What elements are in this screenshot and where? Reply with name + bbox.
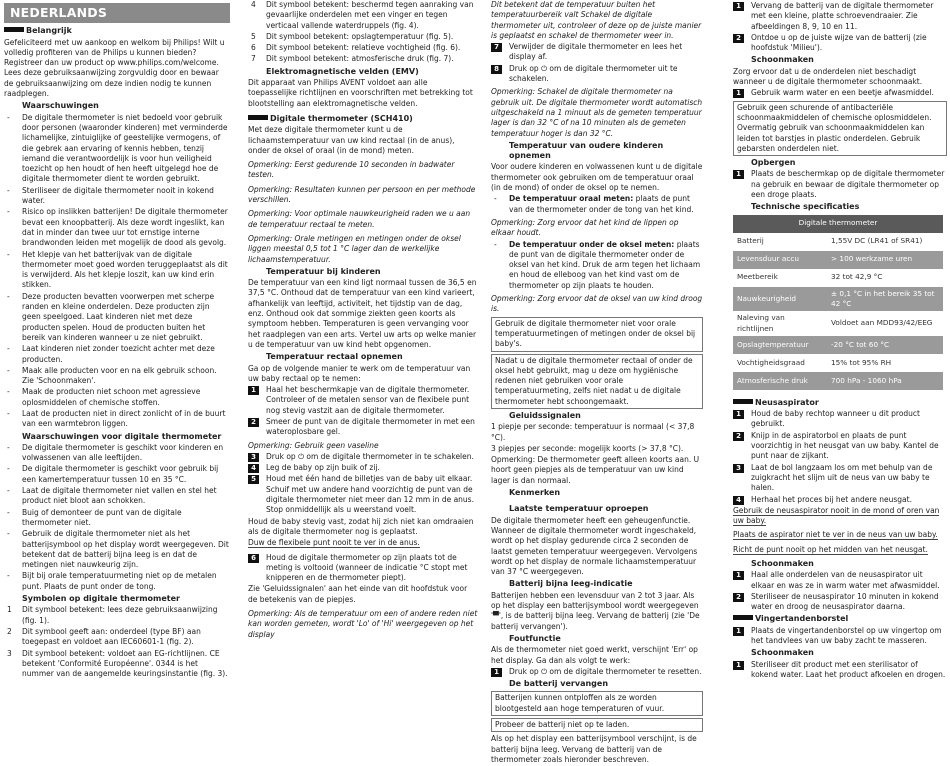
spec-key: Vochtigheidsgraad <box>733 354 827 372</box>
symbol-item: 4 Dit symbool betekent: beschermd tegen aanraking van gevaarlijke onderdelen met een vinger en tegen verticaal vallende waterdruppels (fig. 4). <box>251 0 474 30</box>
step-item: 2 Knijp in de aspiratorbol en plaats de punt voorzichtig in het neusgat van uw baby. Kantel de punt naar de zijkant. <box>733 431 947 462</box>
spec-key: Naleving van richtlijnen <box>733 311 827 336</box>
intro-text: Gefeliciteerd met uw aankoop en welkom bij Philips! Wilt u volledig profiteren van de Philips u kunnen bieden? Registreer dan uw product op www.philips.com/welcome. Lees deze gebruiksaanwijzing zorgvuldig door en bewaar de gebruiksaanwijzing om deze indien nodig te kunnen raadplegen. <box>4 37 225 99</box>
steps-vervangen <box>733 1 947 53</box>
note-uitschakelen: Opmerking: Schakel de digitale thermometer na gebruik uit. De digitale thermometer wordt automatisch uitgeschakeld na 1 minuut als de gemeten temperatuur lager is dan 32 °C of na 10 minuten als de gemeten temperatuur hoger is dan 32 °C. <box>491 87 703 138</box>
step-opbergen: 1 Plaats de beschermkap op de digitale thermometer na gebruik en bewaar de digitale thermometer op een droge plaats. <box>733 169 947 200</box>
heading-vervangen: De batterij vervangen <box>509 679 609 689</box>
list-item: - De digitale thermometer is geschikt voor gebruik bij een kamertemperatuur tussen 10 en 35 °C. <box>7 464 219 484</box>
note-resultaten: Opmerking: Resultaten kunnen per persoon en per methode verschillen. <box>248 184 476 205</box>
thermometer-intro: Met deze digitale thermometer kunt u de lichaamstemperatuur van uw kind rectaal (in de anus), onder de oksel of oraal (in de mond) meten. <box>248 125 455 155</box>
spec-key: Atmosferische druk <box>733 372 827 390</box>
thermometer-warnings-list <box>4 443 230 592</box>
list-item: - De digitale thermometer is geschikt voor kinderen en volwassenen van alle leeftijden. <box>7 442 224 463</box>
heading-bar <box>733 399 753 404</box>
list-item: - Deze producten bevatten voorwerpen met scherpe randen en kleine onderdelen. Deze producten zijn geen speelgoed. Laat kinderen niet met deze producten spelen. Houd de producten buiten het bereik van kinderen wanneer u ze niet gebruikt. <box>7 291 215 342</box>
spec-row <box>733 311 943 336</box>
neus-warning-3: Richt de punt nooit op het midden van het neusgat. <box>733 544 928 554</box>
symbol-item: 5 Dit symbool betekent: opslagtemperatuur (fig. 5). <box>251 31 454 41</box>
spec-table <box>733 215 943 390</box>
section-heading-neusaspirator: Neusaspirator <box>733 398 947 408</box>
spec-header: Digitale thermometer <box>733 215 943 233</box>
step-schoon3: 1 Steriliseer dit product met een sterilisator of kokend water. Laat het product afkoelen en drogen. <box>733 660 947 681</box>
spec-row <box>733 354 943 372</box>
step-item: 4 Herhaal het proces bij het andere neusgat. <box>733 495 947 505</box>
heading-geluid: Geluidssignalen <box>509 410 581 420</box>
warning-box-opladen: Probeer de batterij niet op te laden. <box>491 718 703 732</box>
heading-bar <box>248 115 268 120</box>
heading-kenmerken: Kenmerken <box>509 488 561 498</box>
spec-header-row <box>733 215 943 233</box>
step-item: 1 Haal alle onderdelen van de neusaspirator uit elkaar en was ze in warm water met afwasmiddel. <box>733 570 947 591</box>
section-heading-vingertandenborstel: Vingertandenborstel <box>733 614 947 624</box>
step-item: 5 Houd met één hand de billetjes van de baby uit elkaar. Schuif met uw andere hand voorzichtig de punt van de digitale thermometer niet meer dan 12 mm in de anus. Stop onmiddellijk als u weerstand voelt. <box>248 474 478 515</box>
step-item: 1 Haal het beschermkapje van de digitale thermometer. Controleer of de metalen sensor van de flexibele punt nog stevig vastzit aan de digitale thermometer. <box>248 385 478 416</box>
neus-steps <box>733 409 947 505</box>
note-oksel-droog: Opmerking: Zorg ervoor dat de oksel van uw kind droog is. <box>491 294 703 314</box>
step-item: 1 Vervang de batterij van de digitale thermometer met een kleine, platte schroevendraaier. Zie afbeeldingen 8, 9, 10 en 11. <box>733 1 947 32</box>
heading-temperatuur-kinderen: Temperatuur bij kinderen <box>266 266 381 276</box>
spec-key: Meetbereik <box>733 269 827 287</box>
section-heading-digital-thermometer: Digitale thermometer (SCH410) <box>248 114 478 124</box>
list-item: - Bijt bij orale temperatuurmeting niet op de metalen punt. Plaats de punt onder de tong. <box>7 571 217 591</box>
symbols-list <box>4 605 230 679</box>
spec-value: Voldoet aan MDD93/42/EEG <box>827 311 943 336</box>
warning-box-ontploffen: Batterijen kunnen ontploffen als ze worden blootgesteld aan hoge temperaturen of vuur. <box>491 691 703 716</box>
note-lo-hi: Opmerking: Als de temperatuur om een of andere reden niet kan worden gemeten, wordt 'Lo' of 'Hi' weergegeven op het display <box>248 609 478 639</box>
spec-key: Batterij <box>733 233 827 251</box>
note-vaseline: Opmerking: Gebruik geen vaseline <box>248 440 379 450</box>
heading-waarschuwingen: Waarschuwingen <box>22 101 99 111</box>
steps-b <box>248 452 478 516</box>
spec-value: ± 0,1 °C in het bereik 35 tot 42 °C <box>827 287 943 312</box>
spec-value: > 100 werkzame uren <box>827 251 943 269</box>
warning-box-hygiene: Nadat u de digitale thermometer rectaal of onder de oksel hebt gebruikt, mag u deze om hygiënische redenen niet gebruiken voor orale temperatuurmeting, zelfs niet nadat u de digitale thermometer hebt schoongemaakt. <box>491 354 703 409</box>
step-reset: 1 Druk op ⏻ om de digitale thermometer te resetten. <box>491 667 703 677</box>
spec-row <box>733 287 943 312</box>
fout-text: Als de thermometer niet goed werkt, verschijnt 'Err' op het display. Ga dan als volgt te werk: <box>491 645 698 665</box>
step-item: 1 Houd de baby rechtop wanneer u dit product gebruikt. <box>733 409 947 430</box>
spec-value: 15% tot 95% RH <box>827 354 943 372</box>
symbol-item: 2 Dit symbool geeft aan: onderdeel (type BF) aan toegepast en voldoet aan IEC60601-1 (fig. 2). <box>7 626 201 647</box>
heading-waarschuwingen-dt: Waarschuwingen voor digitale thermometer <box>22 431 222 441</box>
symbol-item: 1 Dit symbool betekent: lees deze gebruiksaanwijzing (fig. 1). <box>7 605 218 625</box>
geluid-3: Opmerking: De thermometer geeft alleen koorts aan. U hoort geen piepjes als de temperatuur van uw kind lager is dan normaal. <box>491 455 700 485</box>
step-item: 2 Ontdoe u op de juiste wijze van de batterij (zie hoofdstuk 'Milieu'). <box>733 33 947 54</box>
heading-laatste: Laatste temperatuur oproepen <box>509 504 649 514</box>
column-3 <box>491 0 703 766</box>
step-item: 2 Steriliseer de neusaspirator 10 minuten in kokend water en droog de neusaspirator daarna. <box>733 592 947 613</box>
spec-row <box>733 251 943 269</box>
step-vinger: 1 Plaats de vingertandenborstel op uw vingertop om het tandvlees van uw baby zacht te masseren. <box>733 626 947 647</box>
neus-warning-1: Gebruik de neusaspirator nooit in de mond of oren van uw baby. <box>733 505 940 526</box>
flex-warning: Duw de flexibele punt nooit te ver in de anus. <box>248 538 420 548</box>
geluid-2: 3 piepjes per seconde: mogelijk koorts (> 37,8 °C). <box>491 443 684 453</box>
oudere-text: Voor oudere kinderen en volwassenen kunt u de digitale thermometer ook gebruiken om de temperatuur oraal (in de mond) of onder de oksel op te nemen. <box>491 162 703 193</box>
steps-a <box>248 385 478 437</box>
heading-oudere: Temperatuur van oudere kinderen opnemen <box>509 140 664 161</box>
step-item: 4 Leg de baby op zijn buik of zij. <box>248 463 478 473</box>
symbol-item: 6 Dit symbool betekent: relatieve vochtigheid (fig. 6). <box>251 43 461 53</box>
heading-schoonmaken-2: Schoonmaken <box>751 558 814 568</box>
emv-text: Dit apparaat van Philips AVENT voldoet aan alle toepasselijke richtlijnen en voorschriften met betrekking tot blootstelling aan elektromagnetische velden. <box>248 78 473 108</box>
step-item: 7 Verwijder de digitale thermometer en lees het display af. <box>491 42 703 63</box>
list-item: - Maak de producten niet schoon met agressieve oplosmiddelen of chemische stoffen. <box>7 387 201 407</box>
list-item: - Het klepje van het batterijvak van de digitale thermometer moet goed worden teruggeplaatst als dit is verwijderd. Als het klepje loszit, kan uw kind erin stikken. <box>7 249 228 290</box>
spec-value: 32 tot 42,9 °C <box>827 269 943 287</box>
spec-row <box>733 336 943 354</box>
schoon2-steps <box>733 570 947 612</box>
note-lippen: Opmerking: Zorg ervoor dat het kind de lippen op elkaar houdt. <box>491 217 679 238</box>
geluid-1: 1 piepje per seconde: temperatuur is normaal (< 37,8 °C). <box>491 422 695 442</box>
rectaal-intro: Ga op de volgende manier te werk om de temperatuur van uw baby rectaal op te nemen: <box>248 363 471 383</box>
heading-emv: Elektromagnetische velden (EMV) <box>266 66 419 76</box>
heading-schoonmaken: Schoonmaken <box>751 55 814 65</box>
note-badwater: Opmerking: Eerst gedurende 10 seconden in badwater testen. <box>248 160 455 180</box>
warning-box-baby: Gebruik de digitale thermometer niet voor orale temperatuurmetingen of metingen onder de oksel bij baby's. <box>491 317 703 352</box>
note-oraal: Opmerking: Orale metingen en metingen onder de oksel liggen meestal 0,5 tot 1 °C lager dan de werkelijke lichaamstemperatuur. <box>248 233 461 264</box>
geluid-ref: Zie 'Geluidssignalen' aan het einde van dit hoofdstuk voor de betekenis van de piepjes. <box>248 584 468 604</box>
spec-row <box>733 269 943 287</box>
spec-key: Opslagtemperatuur <box>733 336 827 354</box>
column-2 <box>248 0 478 641</box>
step-6: 6 Houd de digitale thermometer op zijn plaats tot de meting is voltooid (wanneer de indicatie °C stopt met knipperen en de thermometer piept). <box>248 553 478 584</box>
list-item: - Buig of demonteer de punt van de digitale thermometer niet. <box>7 507 182 527</box>
steps-7-8 <box>491 42 703 84</box>
warning-box-schoonmaak: Gebruik geen schurende of antibacteriële schoonmaakmiddelen of chemische oplosmiddelen. Overmatig gebruik van schoonmaakmiddelen kan leiden tot barstjes in plastic onderdelen. Gebruik gebarsten onderdelen niet. <box>733 101 947 156</box>
heading-symbolen: Symbolen op digitale thermometer <box>22 594 180 604</box>
temperatuur-kinderen-text: De temperatuur van een kind ligt normaal tussen de 36,5 en 37,5 °C. Onthoud dat de temperatuur van een kind varieert, afhankelijk van leeftijd, activiteit, het tijdstip van de dag, enz. Onthoud ook dat sommige ziekten geen koorts als symptoom hebben. Temperaturen is geen vervanging voor het raadplegen van een arts. Vertel uw arts op welke manier u de temperatuur van uw kind hebt opgenomen. <box>248 278 477 349</box>
oksel-item: - De temperatuur onder de oksel meten: plaats de punt van de digitale thermometer onder de oksel van het kind. Druk de arm tegen het lichaam en houd de elleboog van het kind vast om de thermometer op zijn plaats te houden. <box>494 239 701 290</box>
note-rectaal: Opmerking: Voor optimale nauwkeurigheid raden we u aan de temperatuur rectaal te meten. <box>248 209 471 229</box>
list-item: - De digitale thermometer is niet bedoeld voor gebruik door personen (waaronder kinderen) met verminderde lichamelijke, zintuiglijke of geestelijke vermogens, of die gebrek aan ervaring of kennis hebben, tenzij iemand die verantwoordelijk is voor hun veiligheid toezicht op hen houdt of hen heeft uitgelegd hoe de digitale thermometer dient te worden gebruikt. <box>7 112 228 184</box>
symbol-item: 3 Dit symbool betekent: voldoet aan EG-richtlijnen. CE betekent 'Conformité Européenne'. 0344 is het nummer van de aangemelde keuringsinstantie (fig. 3). <box>7 648 228 679</box>
schoonmaken-text: Zorg ervoor dat u de onderdelen niet beschadigt wanneer u de digitale thermometer schoonmaakt. <box>733 66 923 87</box>
list-item: - Steriliseer de digitale thermometer nooit in kokend water. <box>7 185 214 206</box>
heading-opbergen: Opbergen <box>751 158 796 168</box>
column-1 <box>4 0 230 680</box>
spec-value: 1,55V DC (LR41 of SR41) <box>827 233 943 251</box>
spec-row <box>733 233 943 251</box>
step-schoon: 1 Gebruik warm water en een beetje afwasmiddel. <box>733 88 947 98</box>
spec-key: Levensduur accu <box>733 251 827 269</box>
vervangen-text: Als op het display een batterijsymbool verschijnt, is de batterij bijna leeg. Vervang de batterij van de thermometer zoals hieronder beschreven. <box>491 734 697 764</box>
list-item: - Gebruik de digitale thermometer niet als het batterijsymbool op het display wordt weergegeven. Dit betekent dat de batterij bijna leeg is en dat de metingen niet nauwkeurig zijn. <box>7 529 229 570</box>
baby-stil-text: Houd de baby stevig vast, zodat hij zich niet kan omdraaien als de digitale thermometer nog is geplaatst. <box>248 516 474 536</box>
step-item: 2 Smeer de punt van de digitale thermometer in met een wateroplosbare gel. <box>248 417 478 438</box>
list-item: - Maak alle producten voor en na elk gebruik schoon. Zie 'Schoonmaken'. <box>7 365 217 386</box>
list-item: - Risico op inslikken batterijen! De digitale thermometer bevat een knoopbatterij. Als deze wordt ingeslikt, kan dat in minder dan twee uur tot ernstige interne brandwonden leiden met mogelijk de dood als gevolg. <box>7 207 228 248</box>
batterij-text: Batterijen hebben een levensduur van 2 tot 3 jaar. Als op het display een batterijsymbool wordt weergegeven '▀', is de batterij bijna leeg. Vervang de batterij (zie 'De batterij vervangen'). <box>491 590 700 631</box>
heading-tech: Technische specificaties <box>751 202 860 212</box>
heading-batterij: Batterij bijna leeg-indicatie <box>509 579 633 589</box>
spec-value: -20 °C tot 60 °C <box>827 336 943 354</box>
language-banner: NEDERLANDS <box>4 3 230 23</box>
section-heading-belangrijk: Belangrijk <box>4 26 230 36</box>
list-item: - Laat kinderen niet zonder toezicht achter met deze producten. <box>7 344 215 364</box>
heading-schoonmaken-3: Schoonmaken <box>751 648 814 658</box>
spec-key: Nauwkeurigheid <box>733 287 827 312</box>
spec-row <box>733 372 943 390</box>
symbol-item: 7 Dit symbool betekent: atmosferische druk (fig. 7). <box>251 54 454 64</box>
heading-bar <box>4 27 24 32</box>
oraal-item: - De temperatuur oraal meten: plaats de punt van de thermometer onder de tong van het kind. <box>494 194 694 214</box>
heading-bar <box>733 615 753 620</box>
warnings-list <box>4 113 230 430</box>
note-cont: Dit betekent dat de temperatuur buiten het temperatuurbereik valt Schakel de digitale thermometer uit, controleer of deze op de juiste manier is geplaatst en schakel de thermometer weer in. <box>491 0 702 40</box>
step-item: 3 Druk op ⏻ om de digitale thermometer in te schakelen. <box>248 452 478 462</box>
step-item: 8 Druk op ⏻ om de digitale thermometer uit te schakelen. <box>491 64 703 85</box>
neus-warning-2: Plaats de aspirator niet te ver in de neus van uw baby. <box>733 530 938 540</box>
heading-rectaal: Temperatuur rectaal opnemen <box>266 352 403 362</box>
symbols-list-cont <box>248 0 478 65</box>
spec-value: 700 hPa - 1060 hPa <box>827 372 943 390</box>
list-item: - Laat de digitale thermometer niet vallen en stel het product niet bloot aan schokken. <box>7 486 217 506</box>
list-item: - Laat de producten niet in direct zonlicht of in de buurt van een warmtebron liggen. <box>7 408 226 429</box>
heading-fout: Foutfunctie <box>509 633 561 643</box>
laatste-text: De digitale thermometer heeft een geheugenfunctie. Wanneer de digitale thermometer wordt ingeschakeld, wordt op het display gedurende circa 2 seconden de laatst gemeten temperatuur weergegeven. Vervolgens wordt op het display de normale lichaamstemperatuur van 37 °C weergegeven. <box>491 515 698 577</box>
column-4 <box>733 0 947 681</box>
step-item: 3 Laat de bol langzaam los om met behulp van de zuigkracht het slijm uit de neus van uw baby te halen. <box>733 463 947 494</box>
